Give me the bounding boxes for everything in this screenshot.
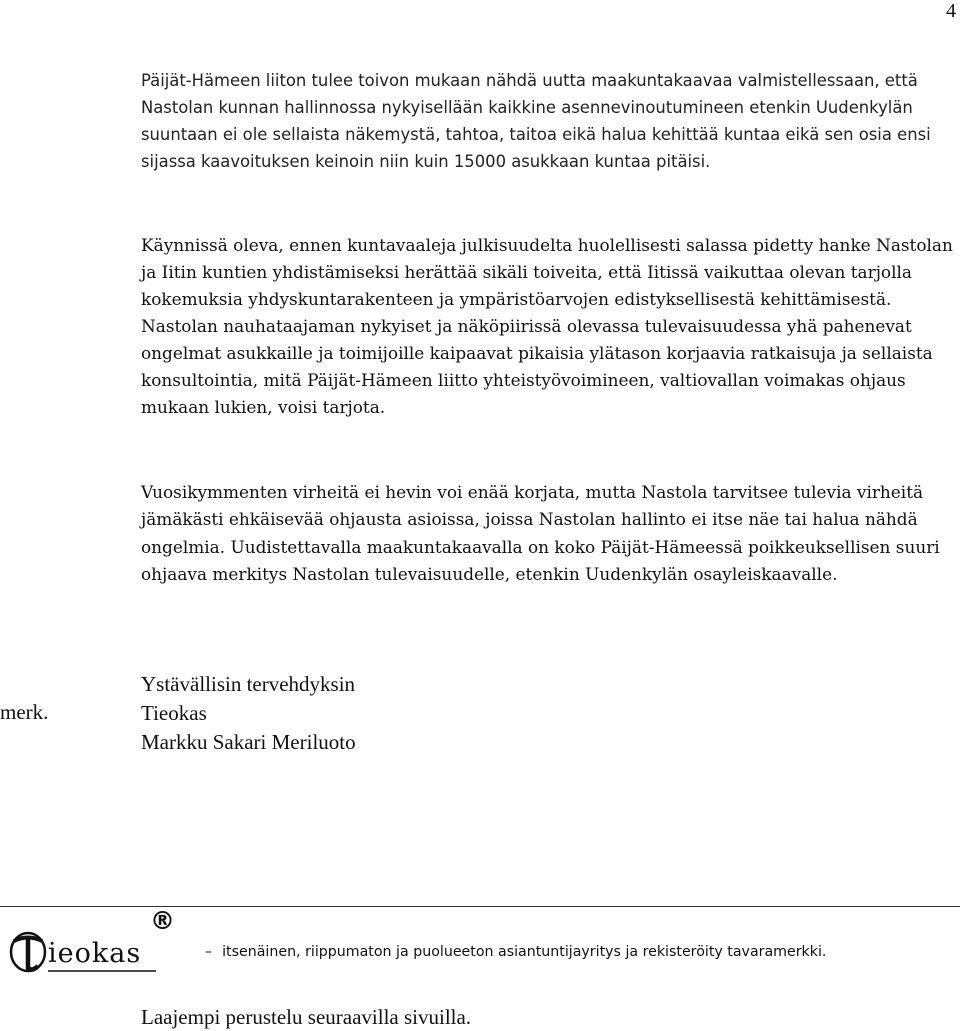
closing-company: Tieokas bbox=[141, 701, 207, 725]
tagline-dash: – bbox=[205, 944, 213, 960]
footer-tagline bbox=[205, 942, 826, 962]
footer-divider bbox=[0, 906, 960, 907]
closing-signer: Markku Sakari Meriluoto bbox=[141, 730, 356, 754]
page-number: 4 bbox=[946, 0, 956, 22]
paragraph-3: Vuosikymmenten virheitä ei hevin voi enää korjata, mutta Nastola tarvitsee tulevia virheitä jämäkästi ehkäisevää ohjausta asioissa, joissa Nastolan hallinto ei itse näe tai halua nähdä ongelmia. Uudistettavalla maakuntakaavalla on koko Päijät-Hämeessä poikkeuksellisen suuri ohjaava merkitys Nastolan tulevaisuudelle, etenkin Uudenkylän osayleiskaavalle. bbox=[141, 482, 940, 584]
closing-greeting: Ystävällisin tervehdyksin bbox=[141, 672, 356, 696]
paragraph-2: Käynnissä oleva, ennen kuntavaaleja julkisuudelta huolellisesti salassa pidetty hanke Nastolan ja Iitin kuntien yhdistämiseksi herättää sikäli toiveita, että Iitissä vaikuttaa olevan tarjolla kokemuksia yhdyskuntarakenteen ja ympäristöarvojen edistyksellisestä kehittämisestä. Nastolan nauhataajaman nykyiset ja näköpiirissä olevassa tulevaisuudessa yhä pahenevat ongelmat asukkaille ja toimijoille kaipaavat pikaisia ylätason korjaavia ratkaisuja ja sellaista konsultointia, mitä Päijät-Hämeen liitto yhteistyövoimineen, valtiovallan voimakas ohjaus mukaan lukien, voisi tarjota. bbox=[141, 235, 953, 417]
footer-note: Laajempi perustelu seuraavilla sivuilla. bbox=[141, 1005, 472, 1029]
tagline-text: itsenäinen, riippumaton ja puolueeton asiantuntijayritys ja rekisteröity tavaramerkki. bbox=[222, 944, 827, 960]
tieokas-logo bbox=[8, 930, 160, 974]
closing-block bbox=[141, 670, 356, 757]
registered-trademark-symbol: ® bbox=[150, 906, 175, 935]
logo-wordmark: ieokas bbox=[48, 938, 142, 969]
signature-annotation: merk. bbox=[0, 700, 49, 724]
paragraph-1: Päijät-Hämeen liiton tulee toivon mukaan nähdä uutta maakuntakaavaa valmistellessaan, että Nastolan kunnan hallinnossa nykyisellään kaikkine asennevinoutumineen etenkin Uudenkylän suuntaan ei ole sellaista näkemystä, tahtoa, taitoa eikä halua kehittää kuntaa eikä sen osia ensi sijassa kaavoituksen keinoin niin kuin 15000 asukkaan kuntaa pitäisi. bbox=[141, 71, 931, 171]
